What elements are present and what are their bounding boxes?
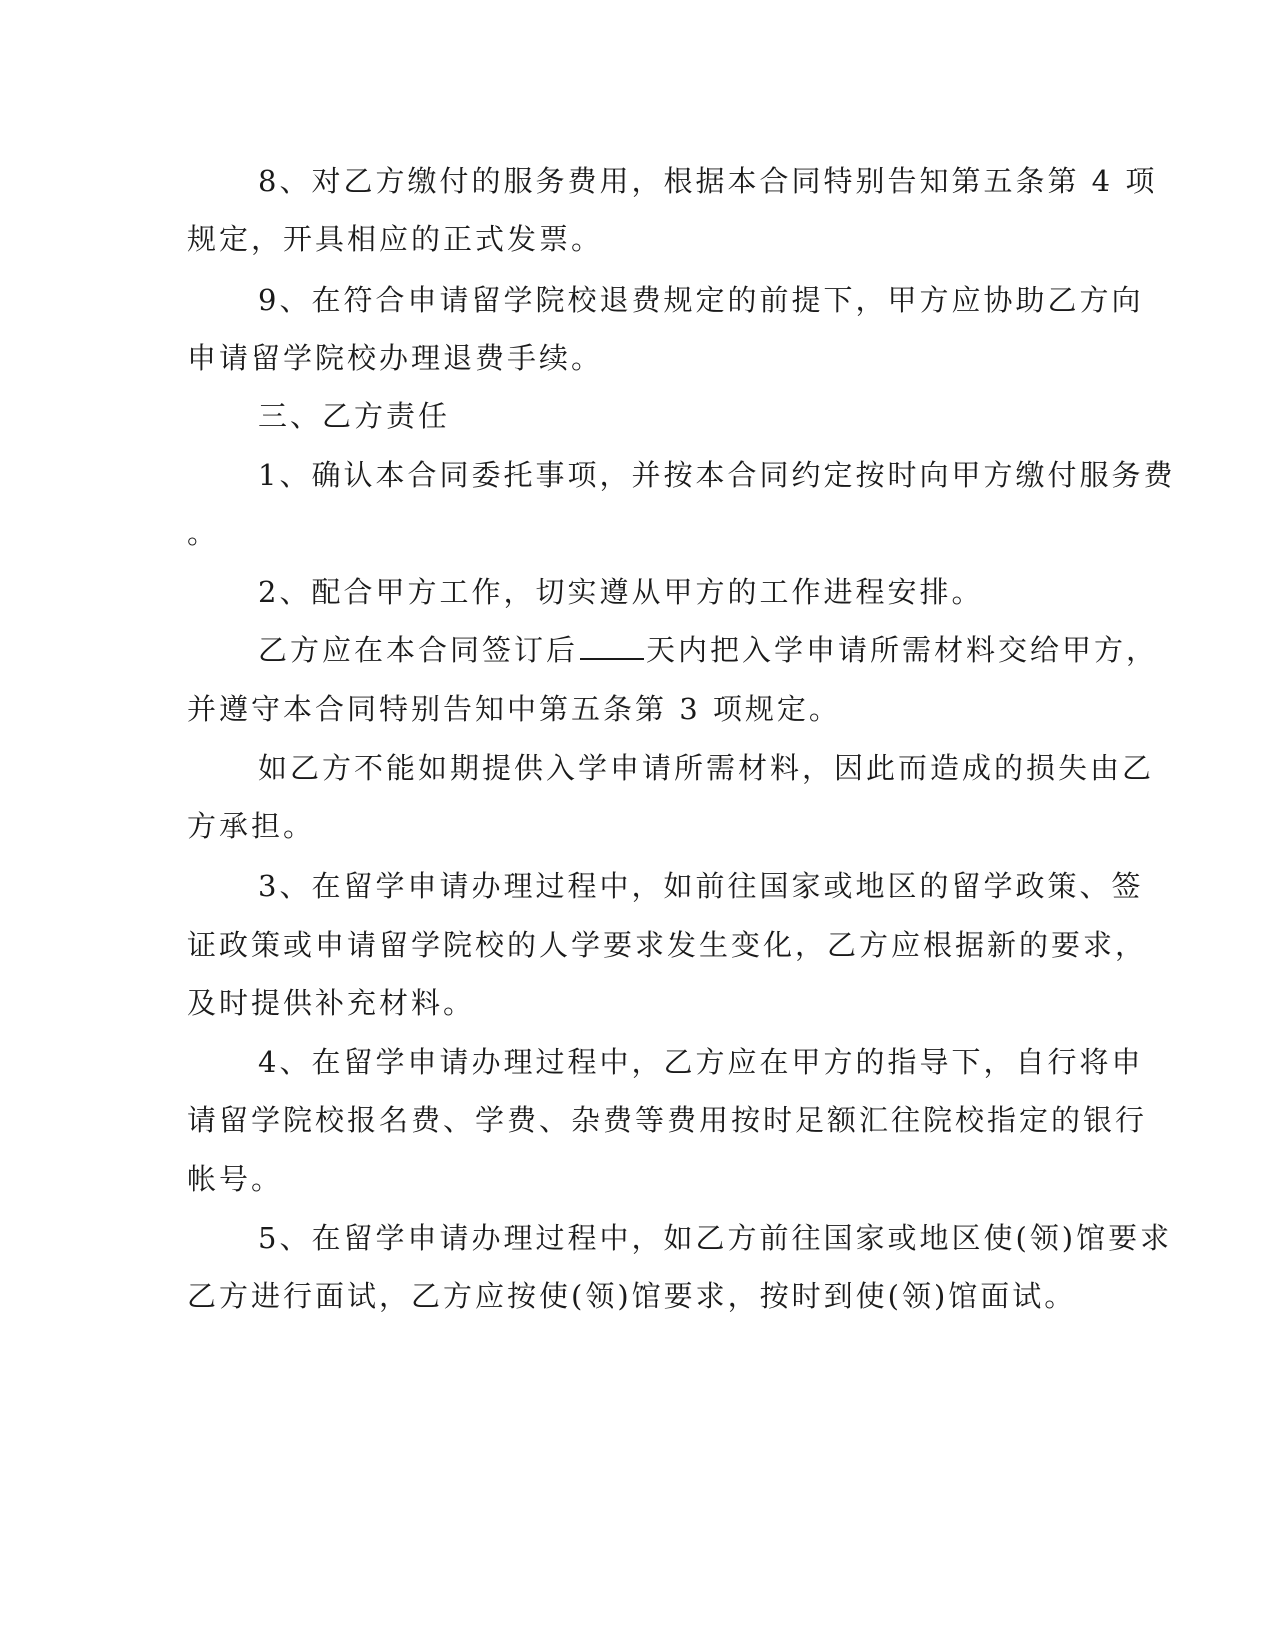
- paragraph-9-line-2: 申请留学院校办理退费手续。: [187, 341, 604, 375]
- item-3-line-2: 证政策或申请留学院校的人学要求发生变化，乙方应根据新的要求，: [187, 928, 1148, 962]
- submission-text-before-blank: 乙方应在本合同签订后: [258, 633, 579, 667]
- item-4-line-1: 4、在留学申请办理过程中，乙方应在甲方的指导下，自行将申: [258, 1045, 1144, 1079]
- loss-line-2: 方承担。: [187, 809, 316, 843]
- item-3-line-3: 及时提供补充材料。: [187, 986, 476, 1020]
- section-heading: 三、乙方责任: [258, 399, 451, 433]
- loss-line-1: 如乙方不能如期提供入学申请所需材料，因此而造成的损失由乙: [258, 751, 1155, 785]
- paragraph-9-line-1: 9、在符合申请留学院校退费规定的前提下，甲方应协助乙方向: [258, 283, 1144, 317]
- paragraph-8-line-1: 8、对乙方缴付的服务费用，根据本合同特别告知第五条第 4 项: [258, 164, 1158, 198]
- item-4-line-3: 帐号。: [187, 1162, 284, 1196]
- item-5-line-1: 5、在留学申请办理过程中，如乙方前往国家或地区使(领)馆要求: [258, 1221, 1173, 1255]
- item-2-line-1: 2、配合甲方工作，切实遵从甲方的工作进程安排。: [258, 575, 984, 609]
- item-1-line-1: 1、确认本合同委托事项，并按本合同约定按时向甲方缴付服务费: [258, 458, 1176, 492]
- item-1-line-2: 。: [187, 516, 220, 550]
- submission-line-2: 并遵守本合同特别告知中第五条第 3 项规定。: [187, 692, 841, 726]
- days-blank-field: [580, 632, 644, 660]
- item-3-line-1: 3、在留学申请办理过程中，如前往国家或地区的留学政策、签: [258, 869, 1144, 903]
- paragraph-8-line-2: 规定，开具相应的正式发票。: [187, 222, 604, 256]
- item-4-line-2: 请留学院校报名费、学费、杂费等费用按时足额汇往院校指定的银行: [187, 1103, 1148, 1137]
- submission-line-1: [258, 632, 1158, 668]
- item-5-line-2: 乙方进行面试，乙方应按使(领)馆要求，按时到使(领)馆面试。: [187, 1279, 1077, 1313]
- submission-text-after-blank: 天内把入学申请所需材料交给甲方，: [646, 633, 1159, 667]
